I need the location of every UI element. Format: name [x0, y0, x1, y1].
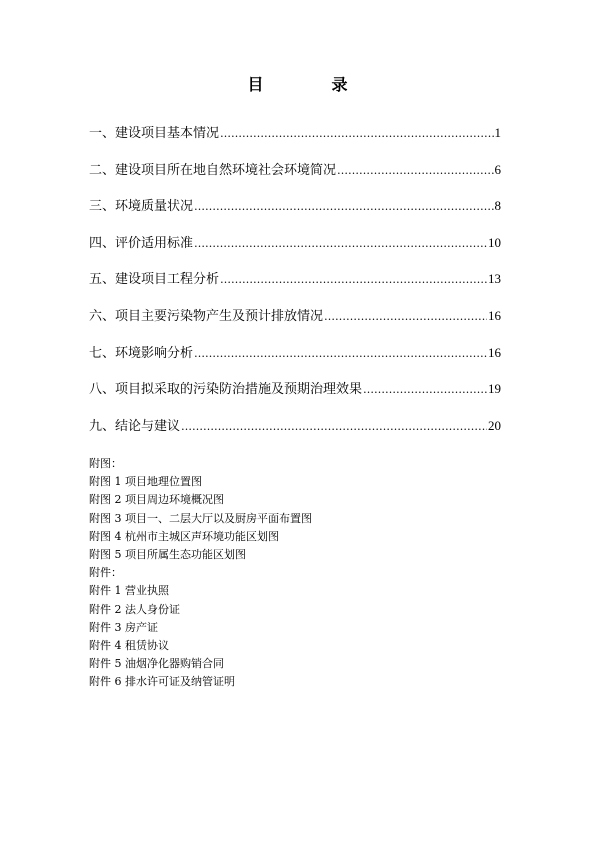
- appendix-list: [89, 455, 509, 691]
- toc-entry-label: 一、建设项目基本情况: [89, 126, 220, 141]
- attachments-heading: 附件：: [89, 566, 122, 580]
- attachment-item: 附件 6 排水许可证及纳管证明: [89, 675, 235, 689]
- toc-dot-leader: [324, 310, 487, 323]
- toc-dot-leader: [181, 420, 487, 433]
- toc-entry-page: 19: [488, 381, 501, 397]
- toc-entry-page: 16: [488, 344, 501, 360]
- toc-entry-5[interactable]: [89, 268, 501, 305]
- figure-item: 附图 1 项目地理位置图: [89, 475, 202, 489]
- toc-dot-leader: [194, 200, 493, 213]
- toc-entry-7[interactable]: [89, 342, 501, 379]
- attachment-item: 附件 4 租赁协议: [89, 638, 169, 652]
- toc-entry-page: 6: [494, 161, 501, 177]
- toc-entry-page: 16: [488, 307, 501, 323]
- page-title: 目 录: [247, 75, 374, 94]
- toc-entry-label: 四、评价适用标准: [89, 235, 194, 251]
- toc-entry-page: 8: [494, 198, 501, 214]
- toc-entry-1[interactable]: [89, 122, 501, 159]
- toc-dot-leader: [220, 273, 487, 286]
- toc-dot-leader: [194, 347, 487, 360]
- toc-entry-9[interactable]: [89, 415, 501, 452]
- attachment-item: 附件 1 营业执照: [89, 584, 169, 598]
- toc-entry-4[interactable]: [89, 232, 501, 269]
- attachment-item: 附件 5 油烟净化器购销合同: [89, 657, 224, 671]
- toc-entry-3[interactable]: [89, 195, 501, 232]
- toc-entry-label: 九、结论与建议: [89, 418, 181, 434]
- toc-entry-label: 六、项目主要污染物产生及预计排放情况: [89, 308, 324, 324]
- toc-dot-leader: [337, 164, 493, 177]
- toc-entry-8[interactable]: [89, 378, 501, 415]
- toc-entry-page: 20: [488, 417, 501, 433]
- toc-entry-label: 五、建设项目工程分析: [89, 272, 220, 288]
- toc-dot-leader: [220, 127, 493, 140]
- attachment-item: 附件 3 房产证: [89, 620, 158, 634]
- toc-entry-label: 七、环境影响分析: [89, 345, 194, 361]
- toc-entry-page: 10: [488, 234, 501, 250]
- toc-entry-label: 二、建设项目所在地自然环境社会环境简况: [89, 162, 337, 178]
- toc-entry-2[interactable]: [89, 159, 501, 196]
- toc-entry-page: 1: [494, 125, 501, 140]
- attachment-item: 附件 2 法人身份证: [89, 602, 180, 616]
- toc-dot-leader: [194, 237, 487, 250]
- figures-heading: 附图：: [89, 457, 122, 470]
- table-of-contents: [89, 122, 501, 451]
- figure-item: 附图 4 杭州市主城区声环境功能区划图: [89, 529, 279, 543]
- toc-entry-page: 13: [488, 271, 501, 287]
- figure-item: 附图 3 项目一、二层大厅以及厨房平面布置图: [89, 511, 312, 525]
- figure-item: 附图 2 项目周边环境概况图: [89, 493, 224, 507]
- toc-entry-6[interactable]: [89, 305, 501, 342]
- toc-entry-label: 八、项目拟采取的污染防治措施及预期治理效果: [89, 382, 363, 398]
- figure-item: 附图 5 项目所属生态功能区划图: [89, 547, 246, 561]
- toc-dot-leader: [363, 383, 487, 396]
- toc-entry-label: 三、环境质量状况: [89, 199, 194, 215]
